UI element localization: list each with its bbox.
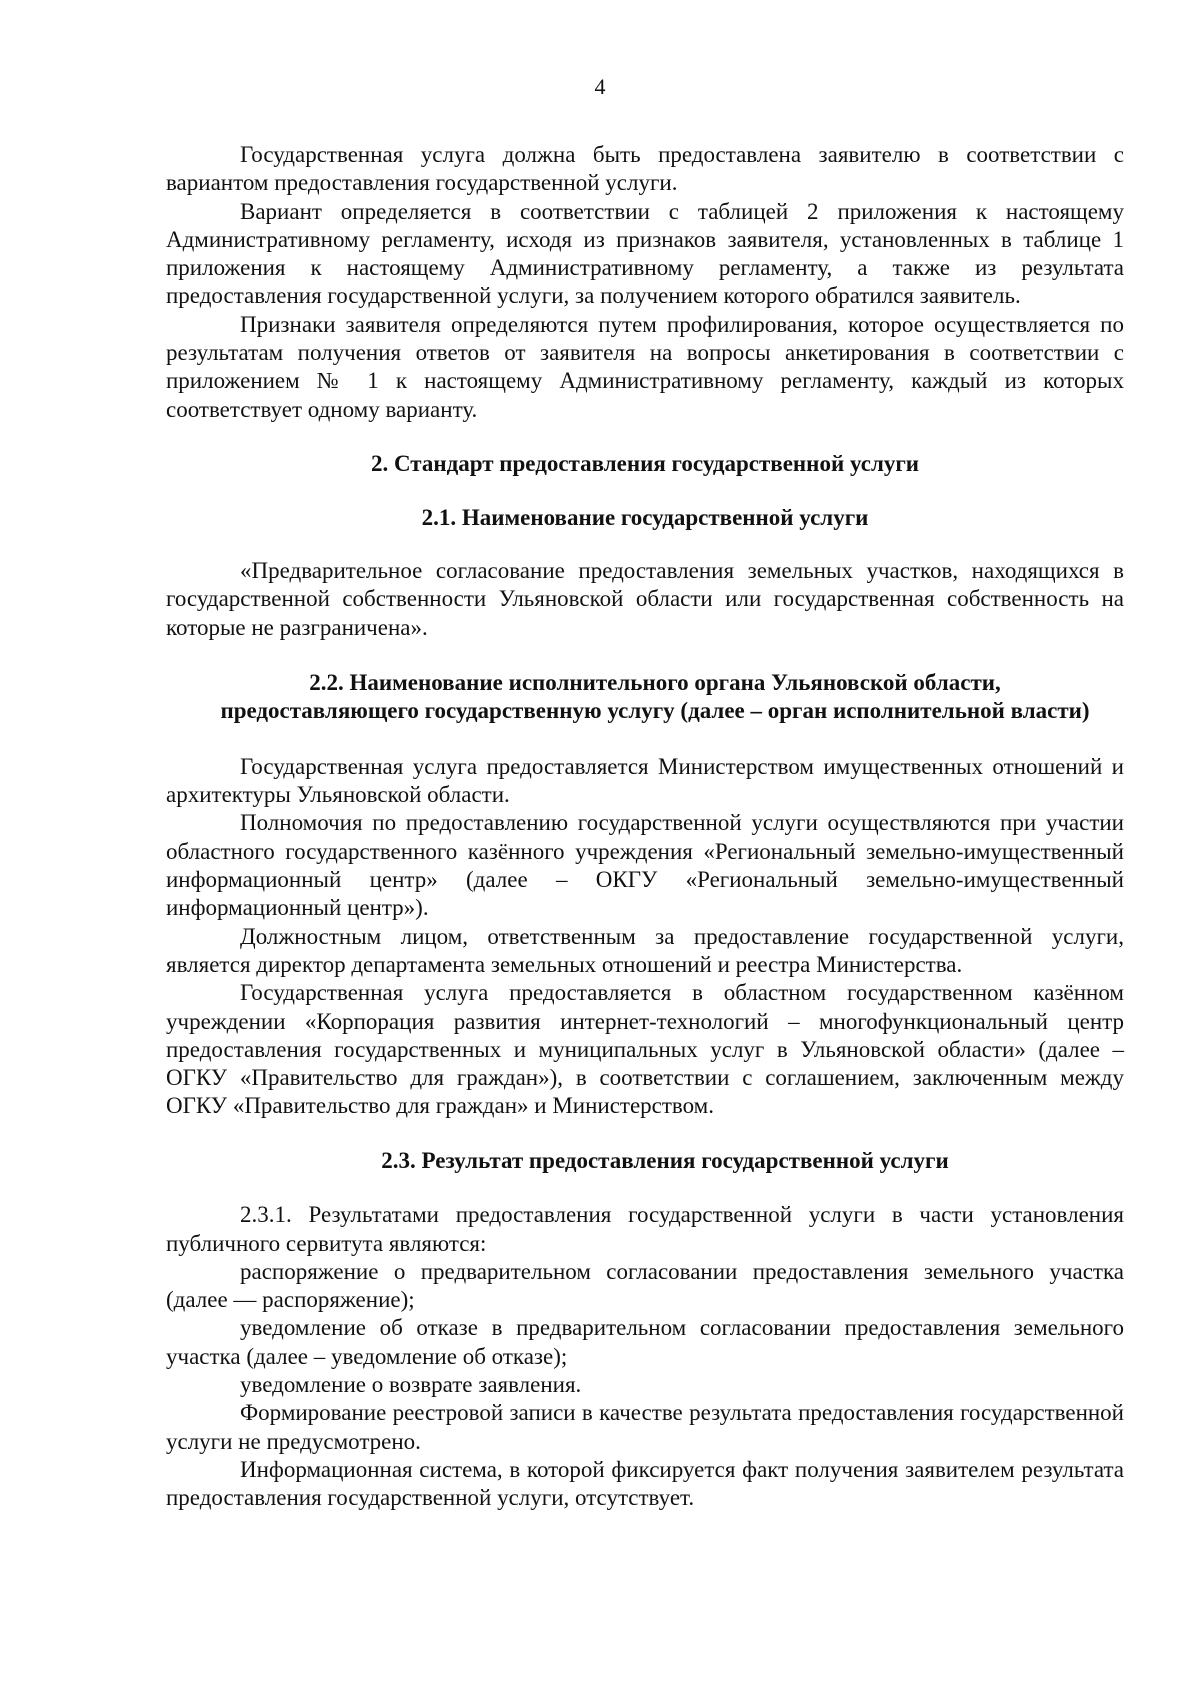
paragraph: распоряжение о предварительном согласовании предоставления земельного участка (далее — распоряжение);: [166, 1258, 1124, 1313]
paragraph: уведомление об отказе в предварительном согласовании предоставления земельного участка (далее – уведомление об отказе);: [166, 1315, 1124, 1369]
section-2-2-heading: [166, 669, 1124, 726]
paragraph: Формирование реестровой записи в качестве результата предоставления государственной услуги не предусмотрено.: [166, 1400, 1124, 1454]
paragraph: Вариант определяется в соответствии с таблицей 2 приложения к настоящему Административному регламенту, исходя из признаков заявителя, установленных в таблице 1 приложения к настоящему Административному регламенту, а также из результата предоставления государственной услуги, за получением которого обратился заявитель.: [166, 198, 1124, 309]
paragraph: Государственная услуга предоставляется Министерством имущественных отношений и архитектуры Ульяновской области.: [166, 753, 1124, 808]
paragraph: Государственная услуга предоставляется в областном государственном казённом учреждении «Корпорация развития интернет-технологий – многофункциональный центр предоставления государственных и муниципальных услуг в Ульяновской области» (далее – ОГКУ «Правительство для граждан»), в соответствии с соглашением, заключенным между ОГКУ «Правительство для граждан» и Министерством.: [166, 980, 1124, 1119]
section-2-1-heading: 2.1. Наименование государственной услуги: [421, 505, 869, 531]
section-2-2-heading-line1: 2.2. Наименование исполнительного органа Ульяновской области,: [309, 669, 1001, 695]
paragraph: Должностным лицом, ответственным за предоставление государственной услуги, является директор департамента земельных отношений и реестра Министерства.: [166, 923, 1124, 977]
paragraph: «Предварительное согласование предоставления земельных участков, находящихся в государственной собственности Ульяновской области или государственная собственность на которые не разграничена».: [166, 557, 1124, 640]
section-2-2-heading-line2: предоставляющего государственную услугу (далее – орган исполнительной власти): [220, 698, 1090, 724]
paragraph: уведомление о возврате заявления.: [240, 1372, 582, 1397]
intro-block: [166, 141, 1124, 424]
paragraph: Информационная система, в которой фиксируется факт получения заявителем результата предоставления государственной услуги, отсутствует.: [166, 1456, 1124, 1511]
paragraph: Государственная услуга должна быть предоставлена заявителю в соответствии с вариантом предоставления государственной услуги.: [166, 142, 1124, 196]
section-2-3-heading: 2.3. Результат предоставления государственной услуги: [381, 1147, 949, 1173]
paragraph: Признаки заявителя определяются путем профилирования, которое осуществляется по результатам получения ответов от заявителя на вопросы анкетирования в соответствии с приложением № 1 к настоящему Административному регламенту, каждый из которых соответствует одному варианту.: [166, 311, 1124, 422]
paragraph: Полномочия по предоставлению государственной услуги осуществляются при участии областного государственного казённого учреждения «Региональный земельно-имущественный информационный центр» (далее – ОКГУ «Региональный земельно-имущественный информационный центр»).: [166, 810, 1124, 921]
paragraph: 2.3.1. Результатами предоставления государственной услуги в части установления публичного сервитута являются:: [166, 1202, 1124, 1256]
section-2-heading: 2. Стандарт предоставления государственной услуги: [370, 450, 920, 476]
page-number: 4: [594, 74, 606, 99]
document-body: [166, 141, 1124, 1512]
